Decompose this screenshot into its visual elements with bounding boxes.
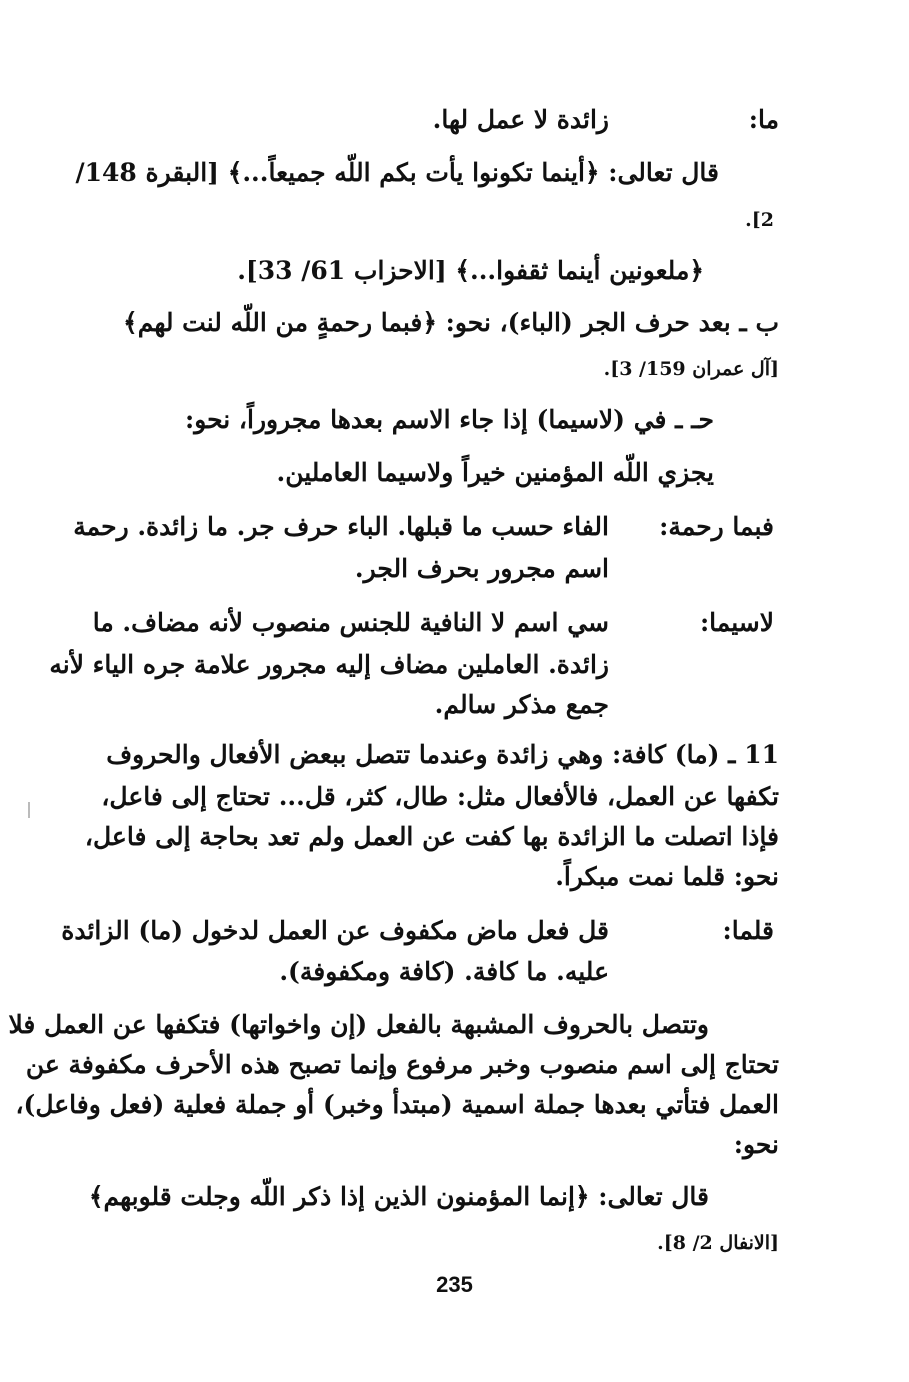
parsing-qallama: قل فعل ماض مكفوف عن العمل لدخول (ما) الزائدة <box>61 916 609 945</box>
definition-ma: زائدة لا عمل لها. <box>432 105 609 134</box>
term-lasiyama: لاسيما: <box>699 608 774 637</box>
quran-citation-anfal: قال تعالى: ﴿إنما المؤمنون الذين إذا ذكر اللّه وجلت قلوبهم﴾ <box>88 1182 709 1211</box>
parsing-lasiyama-end: جمع مذكر سالم. <box>434 690 609 719</box>
citation-al-imran: [آل عمران 159/ 3]. <box>603 358 779 380</box>
term-qallama: قلما: <box>722 916 774 945</box>
scan-margin-mark <box>28 802 30 818</box>
section-11-example: نحو: قلما نمت مبكراً. <box>555 862 779 891</box>
parsing-lasiyama: سي اسم لا النافية للجنس منصوب لأنه مضاف. ما <box>92 608 609 637</box>
parsing-fabima-rahma: الفاء حسب ما قبلها. الباء حرف جر. ما زائدة. رحمة <box>73 512 609 541</box>
example-lasiyama: يجزي اللّه المؤمنين خيراً ولاسيما العاملين. <box>276 458 714 487</box>
paragraph-inna-line-2: تحتاج إلى اسم منصوب وخبر مرفوع وإنما تصبح هذه الأحرف مكفوفة عن <box>25 1050 779 1079</box>
rule-b-after-preposition: ب ـ بعد حرف الجر (الباء)، نحو: ﴿فبما رحمةٍ من اللّه لنت لهم﴾ <box>123 308 779 337</box>
rule-h-lasiyama: حـ ـ في (لاسيما) إذا جاء الاسم بعدها مجروراً، نحو: <box>184 405 714 434</box>
citation-continuation: 2]. <box>745 209 774 231</box>
term-ma: ما: <box>748 105 779 134</box>
citation-anfal-ref: [الانفال 2/ 8]. <box>657 1232 779 1254</box>
parsing-fabima-rahma-cont: اسم مجرور بحرف الجر. <box>354 554 609 583</box>
section-11-line-3: فإذا اتصلت ما الزائدة بها كفت عن العمل ولم تعد بحاجة إلى فاعل، <box>84 822 779 851</box>
paragraph-inna-line-1: وتتصل بالحروف المشبهة بالفعل (إن واخواتها) فتكفها عن العمل فلا <box>8 1010 709 1039</box>
paragraph-inna-line-4: نحو: <box>733 1130 779 1159</box>
quran-citation-baqara: قال تعالى: ﴿أينما تكونوا يأت بكم اللّه جميعاً...﴾ [البقرة 148/ <box>75 158 719 187</box>
page-number: 235 <box>436 1272 473 1297</box>
parsing-qallama-cont: عليه. ما كافة. (كافة ومكفوفة). <box>279 957 609 986</box>
section-11-heading: 11 ـ (ما) كافة: وهي زائدة وعندما تتصل ببعض الأفعال والحروف <box>106 740 779 769</box>
paragraph-inna-line-3: العمل فتأتي بعدها جملة اسمية (مبتدأ وخبر) أو جملة فعلية (فعل وفاعل)، <box>15 1090 779 1119</box>
parsing-lasiyama-cont: زائدة. العاملين مضاف إليه مجرور علامة جره الياء لأنه <box>49 650 609 679</box>
quran-citation-ahzab: ﴿ملعونين أينما ثقفوا...﴾ [الاحزاب 61/ 33]. <box>237 256 704 285</box>
term-fabima-rahma: فبما رحمة: <box>659 512 774 541</box>
section-11-line-2: تكفها عن العمل، فالأفعال مثل: طال، كثر، قل... تحتاج إلى فاعل، <box>101 782 779 811</box>
